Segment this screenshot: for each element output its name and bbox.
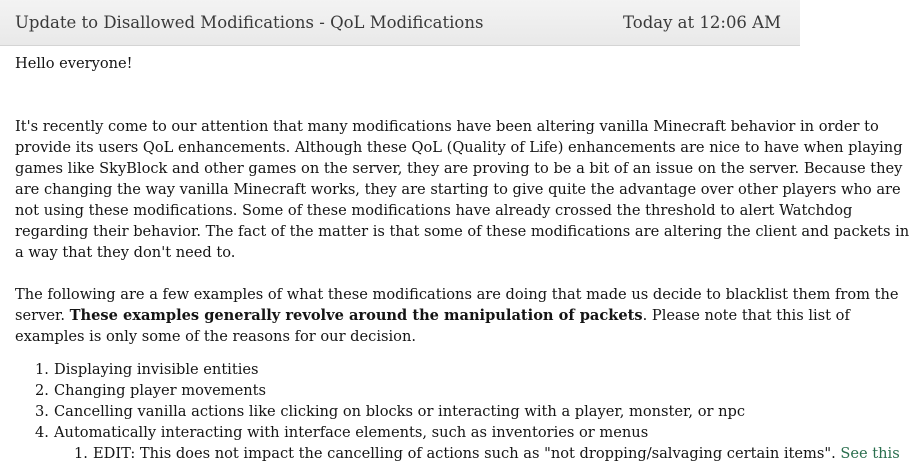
paragraph-line: games like SkyBlock and other games on the server, they are proving to be a bit of an issue on the server. Because they bbox=[15, 160, 903, 177]
list-item bbox=[15, 380, 791, 401]
paragraph-line: are changing the way vanilla Minecraft works, they are starting to give quite the advantage over other players who are bbox=[15, 181, 901, 198]
list-item bbox=[15, 401, 791, 422]
list-number: 1. bbox=[35, 361, 49, 378]
list-item-text: Displaying invisible entities bbox=[54, 361, 259, 378]
paragraph-line: not using these modifications. Some of these modifications have already crossed the threshold to alert Watchdog bbox=[15, 202, 853, 219]
list-item-text: Cancelling vanilla actions like clicking on blocks or interacting with a player, monster, or npc bbox=[54, 403, 746, 420]
list-item-text: Automatically interacting with interface elements, such as inventories or menus bbox=[54, 424, 649, 441]
greeting-text: Hello everyone! bbox=[15, 55, 133, 72]
nested-list-item bbox=[15, 443, 900, 464]
list-item-text: Changing player movements bbox=[54, 382, 266, 399]
paragraph-line: It's recently come to our attention that many modifications have been altering vanilla Minecraft behavior in order to bbox=[15, 118, 879, 135]
list-number: 1. bbox=[74, 445, 88, 462]
list-number: 4. bbox=[35, 424, 49, 441]
paragraph-text: . Please note that this list of bbox=[642, 307, 850, 324]
paragraph-line: provide its users QoL enhancements. Although these QoL (Quality of Life) enhancements are nice to have when playing bbox=[15, 139, 903, 156]
paragraph-line: examples is only some of the reasons for our decision. bbox=[15, 328, 416, 345]
list-number: 2. bbox=[35, 382, 49, 399]
examples-list bbox=[15, 359, 900, 464]
list-item bbox=[15, 422, 900, 464]
see-this-link[interactable]: See this bbox=[840, 445, 900, 462]
bold-emphasis: These examples generally revolve around the manipulation of packets bbox=[69, 307, 643, 324]
paragraph-line: The following are a few examples of what these modifications are doing that made us decide to blacklist them from the bbox=[15, 286, 899, 303]
paragraph-examples bbox=[15, 284, 899, 347]
post-header bbox=[0, 0, 800, 46]
post-body bbox=[15, 53, 909, 464]
post-title: Update to Disallowed Modifications - QoL Modifications bbox=[15, 13, 484, 32]
list-item bbox=[15, 359, 791, 380]
paragraph-intro bbox=[15, 116, 909, 263]
list-number: 3. bbox=[35, 403, 49, 420]
paragraph-line: a way that they don't need to. bbox=[15, 244, 236, 261]
paragraph-text: server. bbox=[15, 307, 70, 324]
nested-list bbox=[54, 443, 900, 464]
paragraph-line: regarding their behavior. The fact of the matter is that some of these modifications are altering the client and packets in bbox=[15, 223, 909, 240]
post-date[interactable]: Today at 12:06 AM bbox=[623, 13, 781, 32]
list-item-text: EDIT: This does not impact the cancelling of actions such as "not dropping/salvaging certain items". bbox=[93, 445, 841, 462]
paragraph-line bbox=[15, 305, 850, 326]
